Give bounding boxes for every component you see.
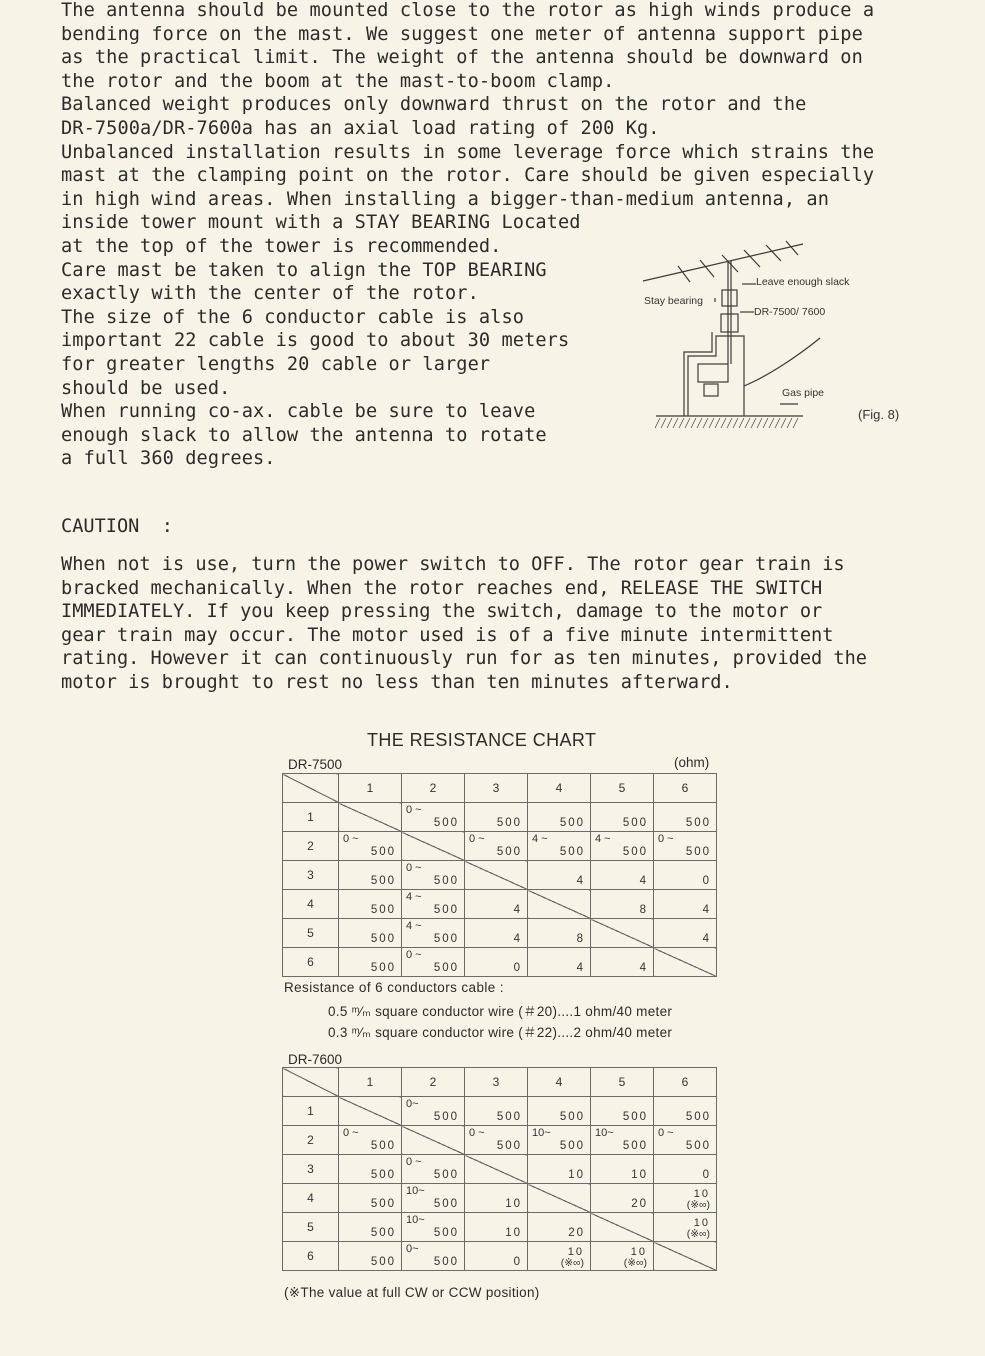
caution-line: bracked mechanically. When the rotor reaches end, RELEASE THE SWITCH [61,577,823,599]
range-start: 4 ~ [595,833,611,845]
caution-heading: CAUTION : [61,516,173,537]
resistance-cell [654,803,717,832]
cell-value: 20 [568,1227,585,1239]
diagonal-cell [591,919,654,948]
table-corner-cell [283,1068,339,1097]
table-row [283,1184,717,1213]
text-line: should be used. [61,377,231,399]
column-header: 4 [528,774,591,803]
ground-hatch [733,418,738,428]
range-end: 500 [433,817,459,829]
ground-hatch [679,418,684,428]
ground-hatch [703,418,708,428]
label-gas-pipe: Gas pipe [782,387,825,399]
range-start: 10~ [595,1127,614,1139]
range-start: 0 ~ [343,1127,359,1139]
ground-hatch [769,418,774,428]
cell-value: 4 [639,962,648,974]
ground-hatch [721,418,726,428]
resistance-cell [465,919,528,948]
cell-value: 500 [685,817,711,829]
resistance-cell [591,861,654,890]
row-header: 1 [283,1097,339,1126]
range-start: 0~ [406,1243,419,1255]
ground-hatch [751,418,756,428]
text-line: exactly with the center of the rotor. [61,283,479,305]
row-header: 6 [283,1242,339,1271]
antenna-element [744,250,760,267]
resistance-cell [591,1184,654,1213]
table-row [283,861,717,890]
text-line: as the practical limit. The weight of the antenna should be downward on [61,47,863,69]
ground-hatch [709,418,714,428]
column-header: 4 [528,1068,591,1097]
diagonal-cell [654,1242,717,1271]
cell-value: 500 [622,817,648,829]
range-end: 500 [433,1198,459,1210]
range-end: 500 [433,1256,459,1268]
resistance-cell [339,948,402,977]
cell-value: 4 [576,875,585,887]
range-end: 500 [370,1140,396,1152]
cell-value: 4 [702,933,711,945]
column-header: 3 [465,1068,528,1097]
caution-line: When not is use, turn the power switch to OFF. The rotor gear train is [61,554,845,575]
text-line: in high wind areas. When installing a bigger-than-medium antenna, an [61,188,830,210]
resistance-cell [528,1242,591,1271]
ground-hatch [757,418,762,428]
cell-value: 0 [513,962,522,974]
antenna-element [700,260,714,277]
ground-hatch [793,418,798,428]
ground-hatch [655,418,660,428]
resistance-cell [654,1155,717,1184]
diagonal-cell [528,1184,591,1213]
range-start: 4 ~ [532,833,548,845]
range-end: 500 [433,1227,459,1239]
row-header: 1 [283,803,339,832]
cell-value: 500 [622,1111,648,1123]
ground-hatch [739,418,744,428]
resistance-cell [339,861,402,890]
cell-value: 10 [567,1246,584,1258]
column-header: 2 [402,1068,465,1097]
row-header: 2 [283,1126,339,1155]
resistance-cell [465,1242,528,1271]
cell-note: (※∞) [686,1228,710,1240]
range-end: 500 [433,1111,459,1123]
resistance-cell [465,1097,528,1126]
ground-hatch [685,418,690,428]
range-start: 0 ~ [406,1156,422,1168]
resistance-cell [402,948,465,977]
range-start: 4 ~ [406,891,422,903]
resistance-cell [654,1213,717,1242]
diagonal-cell [339,1097,402,1126]
dr7600-resistance-table [282,1067,717,1271]
resistance-cell [654,1184,717,1213]
resistance-cell [339,919,402,948]
resistance-cell [339,1184,402,1213]
cell-value: 10 [631,1169,648,1181]
column-header: 5 [591,774,654,803]
range-end: 500 [370,846,396,858]
range-start: 0 ~ [406,862,422,874]
label-stay-bearing: Stay bearing [644,295,703,307]
diagonal-cell [465,1155,528,1184]
text-line: Care mast be taken to align the TOP BEARING [61,259,547,281]
resistance-heading: Resistance of 6 conductors cable : [284,980,504,995]
cell-value: 500 [496,817,522,829]
row-header: 5 [283,1213,339,1242]
resistance-cell [591,1126,654,1155]
table-row [283,1242,717,1271]
range-start: 4 ~ [406,920,422,932]
diagonal-cell [339,803,402,832]
text-line: at the top of the tower is recommended. [61,235,502,257]
range-end: 500 [433,933,459,945]
range-start: 10~ [406,1214,425,1226]
resistance-line-20: 0.5 ᵐ⁄ₘ square conductor wire (＃20)....1 ohm/40 meter [328,1004,673,1019]
resistance-cell [654,919,717,948]
text-line: Balanced weight produces only downward thrust on the rotor and the [61,94,807,116]
cell-value: 500 [370,962,396,974]
resistance-cell [591,1097,654,1126]
text-line: When running co-ax. cable be sure to leave [61,401,536,423]
figure-caption: (Fig. 8) [858,407,900,422]
ground-hatch [691,418,696,428]
range-start: 0~ [406,1098,419,1110]
antenna-element [722,255,738,272]
text-line: enough slack to allow the antenna to rotate [61,424,547,446]
range-end: 500 [559,1140,585,1152]
resistance-cell [528,948,591,977]
range-start: 0 ~ [658,833,674,845]
resistance-cell [402,1097,465,1126]
cell-value: 4 [513,904,522,916]
cell-value: 10 [693,1217,710,1229]
table-row [283,1213,717,1242]
resistance-cell [402,1242,465,1271]
range-end: 500 [433,962,459,974]
dr7600-label: DR-7600 [288,1052,343,1067]
dr7500-resistance-table [282,773,717,977]
ground-hatch [787,418,792,428]
resistance-cell [339,890,402,919]
cell-value: 0 [702,875,711,887]
resistance-cell [654,890,717,919]
resistance-cell [654,832,717,861]
diagonal-cell [591,1213,654,1242]
diagonal-cell [528,890,591,919]
range-end: 500 [559,846,585,858]
resistance-cell [339,1213,402,1242]
figure-8-tower-diagram [638,236,923,436]
column-header: 1 [339,1068,402,1097]
diagonal-cell [654,948,717,977]
antenna-element [678,266,690,282]
text-line: The antenna should be mounted close to the rotor as high winds produce a [61,0,875,21]
resistance-cell [402,919,465,948]
control-box [698,364,728,382]
diagonal-cell [402,1126,465,1155]
range-end: 500 [685,1140,711,1152]
resistance-cell [528,832,591,861]
caution-line: motor is brought to rest no less than ten minutes afterward. [61,671,733,693]
range-start: 0 ~ [406,949,422,961]
row-header: 3 [283,1155,339,1184]
column-header: 6 [654,774,717,803]
range-end: 500 [622,1140,648,1152]
chart-title: THE RESISTANCE CHART [367,730,597,750]
ground-hatch [673,418,678,428]
text-line: mast at the clamping point on the rotor. Care should be given especially [61,165,875,187]
resistance-cell [339,1155,402,1184]
range-end: 500 [433,875,459,887]
resistance-cell [528,1097,591,1126]
caution-line: IMMEDIATELY. If you keep pressing the switch, damage to the motor or [61,601,823,623]
cell-value: 500 [370,1256,396,1268]
resistance-cell [591,890,654,919]
coax-cable [744,338,820,386]
cell-value: 4 [702,904,711,916]
cell-value: 0 [702,1169,711,1181]
chart-footnote: (※The value at full CW or CCW position) [284,1285,540,1300]
unit-label: (ohm) [674,755,710,770]
cell-value: 8 [576,933,585,945]
resistance-cell [528,1213,591,1242]
antenna-element [766,245,781,261]
control-box [704,384,718,396]
column-header: 2 [402,774,465,803]
resistance-cell [402,1213,465,1242]
ground-hatch [781,418,786,428]
resistance-cell [339,832,402,861]
cell-note: (※∞) [686,1199,710,1211]
resistance-cell [465,803,528,832]
cell-value: 500 [559,817,585,829]
range-start: 10~ [406,1185,425,1197]
resistance-cell [591,803,654,832]
resistance-cell [591,1242,654,1271]
table-corner-cell [283,774,339,803]
table-row [283,803,717,832]
table-row [283,919,717,948]
cell-value: 8 [639,904,648,916]
cell-value: 500 [370,1169,396,1181]
cell-value: 500 [370,933,396,945]
text-line: inside tower mount with a STAY BEARING Located [61,212,581,234]
range-start: 0 ~ [469,833,485,845]
resistance-cell [402,1155,465,1184]
range-end: 500 [433,1169,459,1181]
resistance-cell [465,1184,528,1213]
cell-value: 500 [496,1111,522,1123]
resistance-cell [465,1126,528,1155]
resistance-cell [654,1126,717,1155]
ground-hatch [697,418,702,428]
row-header: 2 [283,832,339,861]
cell-value: 4 [639,875,648,887]
table-row [283,948,717,977]
resistance-cell [591,948,654,977]
resistance-cell [402,890,465,919]
range-start: 0 ~ [658,1127,674,1139]
column-header: 3 [465,774,528,803]
range-end: 500 [433,904,459,916]
rotor-block [721,314,738,332]
resistance-cell [528,1126,591,1155]
cell-value: 500 [370,1227,396,1239]
resistance-cell [402,803,465,832]
row-header: 5 [283,919,339,948]
diagonal-cell [465,861,528,890]
row-header: 4 [283,890,339,919]
table-row [283,832,717,861]
text-line: the rotor and the boom at the mast-to-boom clamp. [61,70,615,92]
cell-note: (※∞) [623,1257,647,1269]
resistance-cell [654,1097,717,1126]
stay-bearing-block [722,290,737,306]
row-header: 6 [283,948,339,977]
resistance-cell [591,832,654,861]
text-line: important 22 cable is good to about 30 meters [61,330,570,352]
resistance-cell [654,861,717,890]
cell-value: 10 [505,1198,522,1210]
cell-value: 500 [370,904,396,916]
resistance-line-22: 0.3 ᵐ⁄ₘ square conductor wire (＃22)....2 ohm/40 meter [328,1025,673,1040]
label-rotor-model: DR-7500/ 7600 [754,306,826,318]
text-line: DR-7500a/DR-7600a has an axial load rating of 200 Kg. [61,117,660,139]
resistance-cell [465,948,528,977]
row-header: 3 [283,861,339,890]
resistance-cell [528,803,591,832]
cell-value: 500 [559,1111,585,1123]
range-end: 500 [685,846,711,858]
row-header: 4 [283,1184,339,1213]
cell-note: (※∞) [560,1257,584,1269]
column-header: 5 [591,1068,654,1097]
resistance-cell [402,1184,465,1213]
cell-value: 4 [513,933,522,945]
range-end: 500 [496,846,522,858]
dr7500-label: DR-7500 [288,757,343,772]
resistance-cell [528,1155,591,1184]
range-end: 500 [496,1140,522,1152]
range-start: 10~ [532,1127,551,1139]
cell-value: 500 [685,1111,711,1123]
range-start: 0 ~ [343,833,359,845]
table-row [283,890,717,919]
ground-hatch [775,418,780,428]
cell-value: 500 [370,1198,396,1210]
ground-hatch [661,418,666,428]
cell-value: 500 [370,875,396,887]
resistance-cell [402,861,465,890]
cell-value: 4 [576,962,585,974]
resistance-cell [339,1126,402,1155]
text-line: Unbalanced installation results in some leverage force which strains the [61,141,875,163]
text-line: The size of the 6 conductor cable is also [61,306,525,328]
table-row [283,1126,717,1155]
label-leave-slack: Leave enough slack [756,276,850,288]
cell-value: 10 [630,1246,647,1258]
resistance-cell [528,861,591,890]
text-line: bending force on the mast. We suggest one meter of antenna support pipe [61,23,863,45]
cell-value: 10 [505,1227,522,1239]
column-header: 6 [654,1068,717,1097]
table-row [283,1097,717,1126]
caution-line: gear train may occur. The motor used is of a five minute intermittent [61,624,834,646]
cell-value: 20 [631,1198,648,1210]
ground-hatch [715,418,720,428]
text-line: for greater lengths 20 cable or larger [61,353,491,375]
caution-text [61,553,941,695]
text-line: a full 360 degrees. [61,448,276,470]
tower-outline [688,336,744,416]
ground-hatch [727,418,732,428]
range-start: 0 ~ [469,1127,485,1139]
cell-value: 0 [513,1256,522,1268]
resistance-cell [465,890,528,919]
resistance-cell [591,1155,654,1184]
resistance-cell [528,919,591,948]
caution-line: rating. However it can continuously run for as ten minutes, provided the [61,648,867,670]
diagonal-cell [402,832,465,861]
ground-hatch [745,418,750,428]
column-header: 1 [339,774,402,803]
ground-hatch [763,418,768,428]
range-end: 500 [622,846,648,858]
ground-hatch [667,418,672,428]
range-start: 0 ~ [406,804,422,816]
table-row [283,1155,717,1184]
resistance-cell [339,1242,402,1271]
cell-value: 10 [693,1188,710,1200]
resistance-cell [465,1213,528,1242]
resistance-cell [465,832,528,861]
cell-value: 10 [568,1169,585,1181]
